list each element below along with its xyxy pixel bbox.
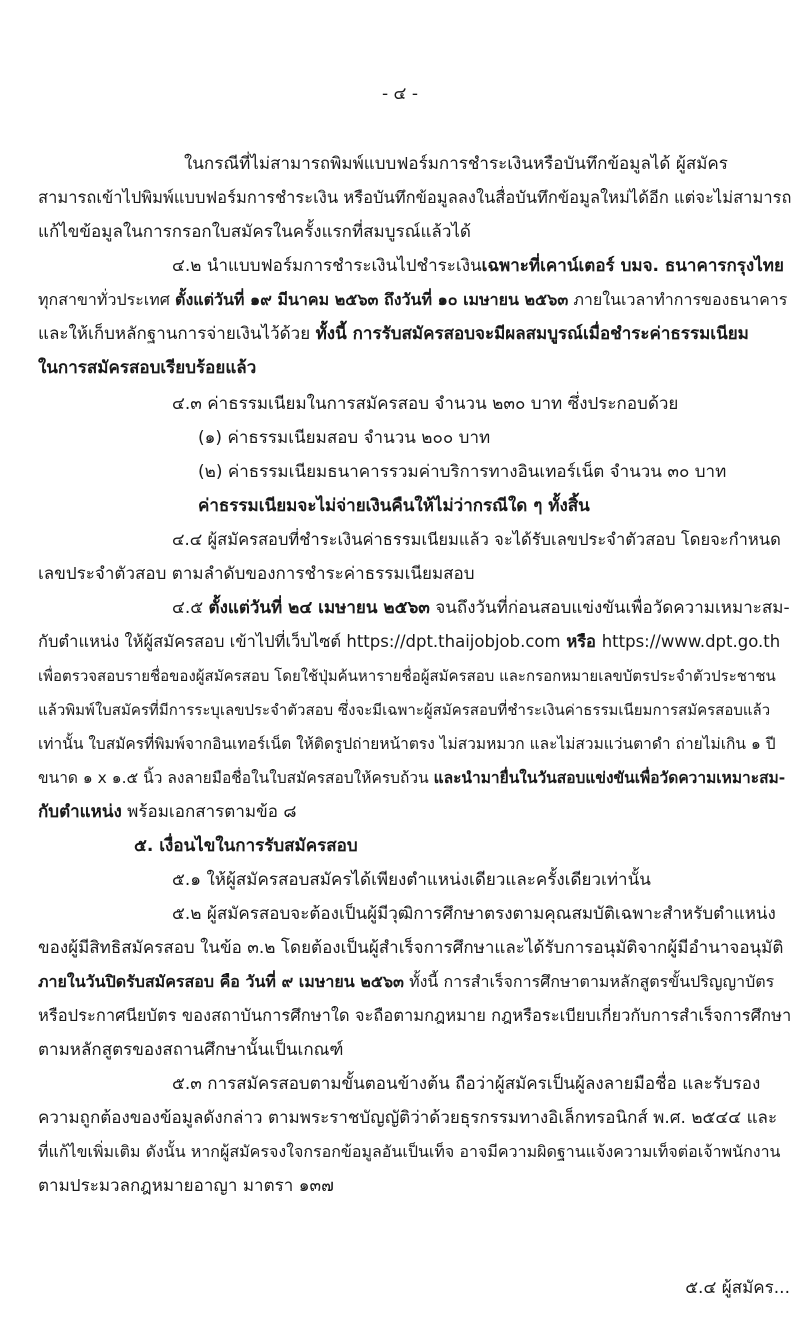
text-span: ๔.๕: [172, 598, 209, 618]
section-4-2-line: [172, 254, 792, 278]
bold-text: ในการสมัครสอบเรียบร้อยแล้ว: [38, 358, 257, 378]
heading-text: ๕. เงื่อนไขในการรับสมัครสอบ: [134, 836, 358, 856]
paragraph-line: เลขประจำตัวสอบ ตามลำดับของการชำระค่าธรรมเนียมสอบ: [38, 564, 475, 584]
website-link-1[interactable]: https://dpt.thaijobjob.com: [346, 632, 561, 651]
paragraph-line: ที่แก้ไขเพิ่มเติม ดังนั้น หากผู้สมัครจงใจกรอกข้อมูลอันเป็นเท็จ อาจมีความผิดฐานแจ้งความเท็จต่อเจ้าพนักงาน: [38, 1142, 781, 1161]
bold-text: กับตำแหน่ง: [38, 802, 122, 822]
page-number: - ๔ -: [382, 84, 418, 104]
bold-text: ค่าธรรมเนียมจะไม่จ่ายเงินคืนให้ไม่ว่ากรณีใด ๆ ทั้งสิ้น: [198, 496, 590, 516]
paragraph-line: ความถูกต้องของข้อมูลดังกล่าว ตามพระราชบัญญัติว่าด้วยธุรกรรมทางอิเล็กทรอนิกส์ พ.ศ. ๒๕๔๔ และ: [38, 1108, 778, 1128]
paragraph-line: แก้ไขข้อมูลในการกรอกใบสมัครในครั้งแรกที่สมบูรณ์แล้วได้: [38, 222, 471, 242]
text-span: ขนาด ๑ x ๑.๕ นิ้ว ลงลายมือชื่อในใบสมัครสอบให้ครบถ้วน: [38, 769, 434, 787]
text-span: ๔.๒ นำแบบฟอร์มการชำระเงินไปชำระเงิน: [172, 256, 482, 276]
paragraph-line: ในกรณีที่ไม่สามารถพิมพ์แบบฟอร์มการชำระเงินหรือบันทึกข้อมูลได้ ผู้สมัคร: [184, 154, 728, 174]
bold-deadline: ภายในวันปิดรับสมัครสอบ คือ วันที่ ๙ เมษายน ๒๕๖๓: [38, 972, 404, 991]
paragraph-line: ตามหลักสูตรของสถานศึกษานั้นเป็นเกณฑ์: [38, 1040, 344, 1060]
paragraph-line: [38, 630, 794, 654]
paragraph-line: [38, 288, 794, 312]
section-4-4-line: ๔.๔ ผู้สมัครสอบที่ชำระเงินค่าธรรมเนียมแล้ว จะได้รับเลขประจำตัวสอบ โดยจะกำหนด: [172, 530, 781, 549]
text-span: ทั้งนี้ การสำเร็จการศึกษาตามหลักสูตรขั้นปริญญาบัตร: [403, 972, 775, 991]
website-link-2[interactable]: https://www.dpt.go.th: [601, 632, 781, 651]
bold-date: ตั้งแต่วันที่ ๒๔ เมษายน ๒๕๖๓: [208, 598, 430, 618]
fee-item-2: (๒) ค่าธรรมเนียมธนาคารรวมค่าบริการทางอินเทอร์เน็ต จำนวน ๓๐ บาท: [198, 462, 727, 482]
section-4-5-line: [172, 596, 792, 620]
section-5-1-line: ๕.๑ ให้ผู้สมัครสอบสมัครได้เพียงตำแหน่งเดียวและครั้งเดียวเท่านั้น: [172, 870, 651, 890]
paragraph-line: [38, 766, 794, 790]
text-span: ภายในเวลาทำการของธนาคาร: [568, 290, 788, 309]
paragraph-line: ตามประมวลกฎหมายอาญา มาตรา ๑๓๗: [38, 1176, 334, 1196]
bold-text: หรือ: [560, 632, 602, 651]
paragraph-line: เพื่อตรวจสอบรายชื่อของผู้สมัครสอบ โดยใช้ปุ่มค้นหารายชื่อผู้สมัครสอบ และกรอกหมายเลขบัตรประจำตัวประชาชน: [38, 667, 776, 685]
paragraph-line: [38, 970, 794, 994]
fee-item-1: (๑) ค่าธรรมเนียมสอบ จำนวน ๒๐๐ บาท: [198, 428, 491, 448]
bold-text: เฉพาะที่เคาน์เตอร์ บมจ. ธนาคารกรุงไทย: [481, 256, 784, 276]
section-5-3-line: ๕.๓ การสมัครสอบตามขั้นตอนข้างต้น ถือว่าผู้สมัครเป็นผู้ลงลายมือชื่อ และรับรอง: [172, 1074, 761, 1094]
paragraph-line: [38, 322, 794, 346]
no-refund-note: [198, 494, 792, 518]
text-span: และให้เก็บหลักฐานการจ่ายเงินไว้ด้วย: [38, 324, 316, 344]
section-5-2-line: ๕.๒ ผู้สมัครสอบจะต้องเป็นผู้มีวุฒิการศึกษาตรงตามคุณสมบัติเฉพาะสำหรับตำแหน่ง: [172, 904, 776, 924]
paragraph-line: ของผู้มีสิทธิสมัครสอบ ในข้อ ๓.๒ โดยต้องเป็นผู้สำเร็จการศึกษาและได้รับการอนุมัติจากผู้มีอำนาจอนุมัติ: [38, 938, 784, 958]
text-span: พร้อมเอกสารตามข้อ ๘: [121, 802, 297, 822]
section-4-3-line: ๔.๓ ค่าธรรมเนียมในการสมัครสอบ จำนวน ๒๓๐ บาท ซึ่งประกอบด้วย: [172, 394, 679, 414]
paragraph-line: เท่านั้น ใบสมัครที่พิมพ์จากอินเทอร์เน็ต ให้ติดรูปถ่ายหน้าตรง ไม่สวมหมวก และไม่สวมแว่นตาดำ ถ่ายไม่เกิน ๑ ปี: [38, 735, 776, 753]
bold-text: และนำมายื่นในวันสอบแข่งขันเพื่อวัดความเหมาะสม-: [433, 769, 786, 787]
paragraph-line: [38, 356, 794, 380]
continuation-footer: ๕.๔ ผู้สมัคร...: [685, 1278, 790, 1298]
paragraph-line: แล้วพิมพ์ใบสมัครที่มีการระบุเลขประจำตัวสอบ ซึ่งจะมีเฉพาะผู้สมัครสอบที่ชำระเงินค่าธรรมเนียมการสมัครสอบแล้ว: [38, 701, 771, 719]
text-span: จนถึงวันที่ก่อนสอบแข่งขันเพื่อวัดความเหมาะสม-: [429, 598, 790, 618]
section-5-heading: [134, 834, 754, 858]
bold-date-range: ตั้งแต่วันที่ ๑๙ มีนาคม ๒๕๖๓ ถึงวันที่ ๑๐ เมษายน ๒๕๖๓: [175, 290, 569, 309]
text-span: กับตำแหน่ง ให้ผู้สมัครสอบ เข้าไปที่เว็บไซต์: [38, 632, 347, 651]
paragraph-line: สามารถเข้าไปพิมพ์แบบฟอร์มการชำระเงิน หรือบันทึกข้อมูลลงในสื่อบันทึกข้อมูลใหม่ได้อีก แต่จะไม่สามารถ: [38, 188, 792, 207]
paragraph-line: หรือประกาศนียบัตร ของสถาบันการศึกษาใด จะถือตามกฎหมาย กฎหรือระเบียบเกี่ยวกับการสำเร็จการศึกษา: [38, 1006, 792, 1025]
paragraph-line: [38, 800, 794, 824]
text-span: ทุกสาขาทั่วประเทศ: [38, 290, 176, 309]
bold-text: ทั้งนี้ การรับสมัครสอบจะมีผลสมบูรณ์เมื่อชำระค่าธรรมเนียม: [315, 324, 749, 344]
